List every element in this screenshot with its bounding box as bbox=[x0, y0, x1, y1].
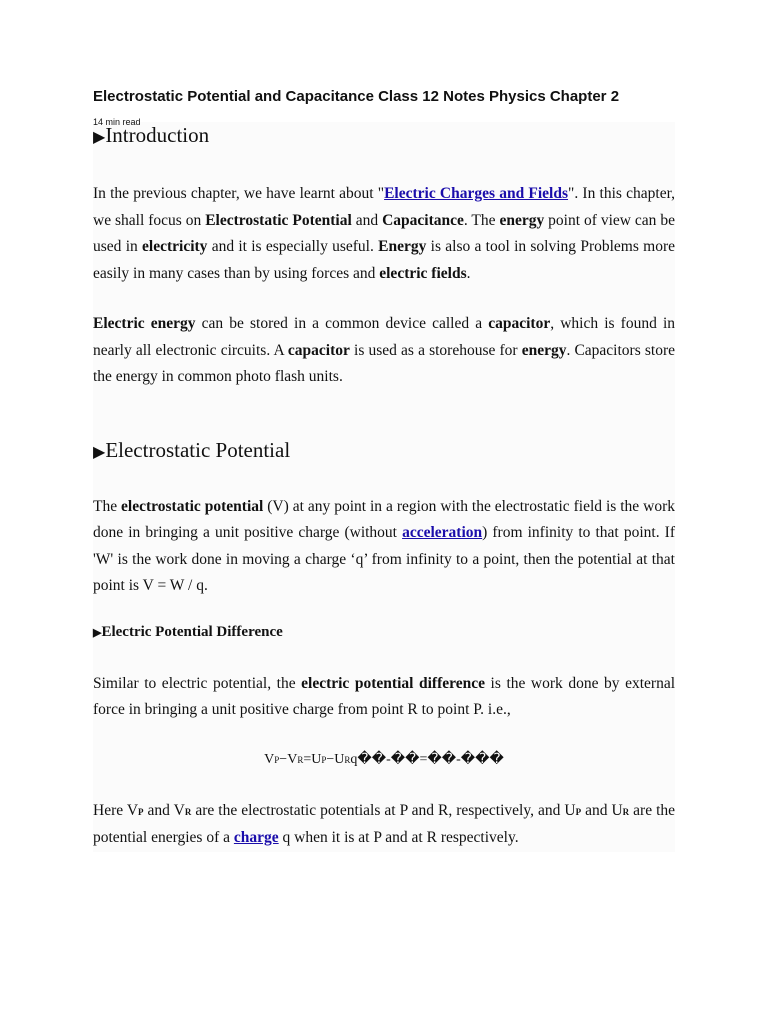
link-charge[interactable]: charge bbox=[233, 829, 279, 846]
heading-electric-potential-difference-text: Electric Potential Difference bbox=[101, 623, 283, 640]
text: is used as a storehouse for bbox=[349, 341, 522, 359]
eq-garbled-text: ��-��=��-��� bbox=[357, 751, 504, 767]
eq-symbol: V bbox=[287, 751, 298, 767]
text: (V) at any point in a region with the electrostatic field is the work done in bringing a unit positive charge (without bbox=[93, 497, 675, 541]
bold-term: Electric energy bbox=[93, 315, 196, 332]
eq-subscript: R bbox=[344, 754, 351, 765]
bold-term: capacitor bbox=[488, 315, 551, 332]
subscript: P bbox=[138, 806, 144, 817]
text: , which is found in nearly all electronic circuits. A bbox=[93, 315, 676, 359]
text: . Capacitors store the energy in common photo flash units. bbox=[93, 341, 675, 385]
text: . bbox=[466, 264, 471, 282]
text: can be stored in a common device called a bbox=[195, 315, 489, 332]
bold-term: Electrostatic Potential bbox=[205, 211, 352, 229]
eq-symbol: V bbox=[264, 751, 275, 767]
bold-term: Energy bbox=[378, 238, 427, 255]
eq-subscript: P bbox=[274, 754, 280, 765]
potential-paragraph bbox=[93, 494, 675, 600]
bold-term: energy bbox=[521, 341, 567, 359]
bold-term: Capacitance bbox=[382, 211, 464, 229]
text: Similar to electric potential, the bbox=[93, 674, 302, 692]
eq-subscript: R bbox=[297, 754, 304, 765]
difference-paragraph-1 bbox=[93, 671, 675, 724]
eq-operator: − bbox=[326, 751, 335, 767]
text: point of view can be used in bbox=[93, 211, 675, 255]
heading-electrostatic-potential-text: Electrostatic Potential bbox=[105, 437, 291, 462]
link-acceleration[interactable]: acceleration bbox=[402, 524, 483, 541]
text: Here V bbox=[93, 801, 139, 819]
text: and it is especially useful. bbox=[207, 238, 379, 255]
heading-electrostatic-potential bbox=[93, 437, 675, 466]
triangle-right-icon: ▶ bbox=[93, 626, 102, 639]
bold-term: electric fields bbox=[379, 264, 467, 282]
article bbox=[93, 86, 675, 852]
text: . The bbox=[463, 211, 500, 229]
eq-subscript: P bbox=[321, 754, 327, 765]
eq-symbol: U bbox=[334, 751, 345, 767]
text: are the electrostatic potentials at P and R, respectively, and U bbox=[191, 801, 576, 819]
potential-difference-equation bbox=[93, 750, 675, 770]
eq-operator: = bbox=[303, 751, 312, 767]
triangle-right-icon: ▶ bbox=[93, 129, 106, 146]
text: is also a tool in solving Problems more easily in many cases than by using forces and bbox=[93, 238, 676, 282]
text: ) from infinity to that point. If 'W' is the work done in moving a charge ‘q’ from infinity to a point, then the potential at that point is V = W / q. bbox=[93, 524, 675, 594]
subscript: P bbox=[575, 806, 582, 817]
text: are the potential energies of a bbox=[93, 801, 676, 846]
text: and U bbox=[581, 801, 623, 819]
article-title: Electrostatic Potential and Capacitance Class 12 Notes Physics Chapter 2 bbox=[93, 88, 620, 105]
text: The bbox=[93, 497, 122, 515]
read-time: 14 min read bbox=[93, 117, 141, 127]
link-electric-charges-and-fields[interactable]: Electric Charges and Fields bbox=[384, 185, 569, 202]
subscript: R bbox=[622, 806, 630, 817]
bold-term: energy bbox=[499, 211, 545, 229]
article-content bbox=[93, 122, 675, 852]
eq-operator: − bbox=[279, 751, 288, 767]
text: q when it is at P and at R respectively. bbox=[278, 829, 519, 846]
text: is the work done by external force in bringing a unit positive charge from point R to point P. i.e., bbox=[93, 674, 676, 718]
subscript: R bbox=[184, 806, 192, 817]
text: and V bbox=[143, 801, 185, 819]
heading-introduction bbox=[93, 122, 675, 151]
bold-term: capacitor bbox=[287, 341, 350, 359]
eq-symbol: U bbox=[311, 751, 322, 767]
difference-paragraph-2 bbox=[93, 798, 675, 852]
bold-term: electricity bbox=[142, 238, 208, 255]
bold-term: electric potential difference bbox=[301, 674, 485, 692]
heading-introduction-text: Introduction bbox=[105, 123, 210, 147]
heading-electric-potential-difference bbox=[93, 622, 675, 643]
intro-paragraph-2 bbox=[93, 311, 675, 391]
intro-paragraph-1 bbox=[93, 181, 675, 287]
triangle-right-icon: ▶ bbox=[93, 443, 106, 461]
text: and bbox=[351, 211, 383, 229]
bold-term: electrostatic potential bbox=[121, 497, 264, 515]
text: In the previous chapter, we have learnt about " bbox=[93, 185, 385, 202]
eq-symbol: q bbox=[350, 751, 358, 767]
text: ". In this chapter, we shall focus on bbox=[93, 185, 676, 229]
